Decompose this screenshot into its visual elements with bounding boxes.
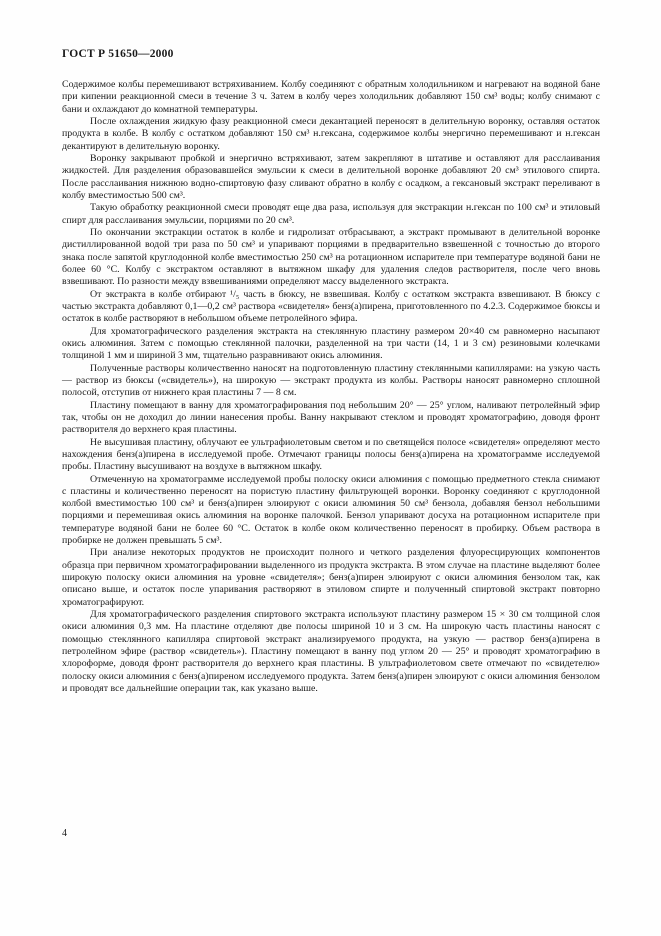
body-text — [62, 79, 600, 695]
paragraph: Для хроматографического разделения экстракта на стеклянную пластину размером 20×40 см равномерно насыпают окись алюминия. Затем с помощью стеклянной палочки, разделенной на три части (14, 1 и 3 см) резиновыми колечками толщиной 1 мм и шириной 3 мм, тщательно разравнивают окись алюминия. — [62, 325, 600, 362]
paragraph: При анализе некоторых продуктов не происходит полного и четкого разделения флуоресцирующих компонентов образца при первичном хроматографировании выделенного из продукта экстракта. В этом случае на пластине выделяют более широкую полоску окиси алюминия на уровне «свидетеля»; бенз(а)пирен элюируют с окиси алюминия бензолом так, как описано выше, и остаток после упаривания растворяют в этиловом спирте и полученный спиртовой экстракт повторно хроматографируют. — [62, 547, 600, 608]
paragraph: Содержимое колбы перемешивают встряхиванием. Колбу соединяют с обратным холодильником и нагревают на водяной бане при кипении реакционной смеси в течение 3 ч. Затем в колбу через холодильник добавляют 150 см³ воды; колбу снимают с бани и охлаждают до комнатной температуры. — [62, 79, 600, 115]
paragraph: Такую обработку реакционной смеси проводят еще два раза, используя для экстракции н.гексан по 100 см³ и этиловый спирт для расслаивания эмульсии, порциями по 20 см³. — [62, 202, 600, 226]
paragraph: Полученные растворы количественно наносят на подготовленную пластину стеклянными капиллярами: на узкую часть — раствор из бюксы («свидетель»), на широкую — экстракт продукта из колбы. Растворы наносят равномерно сплошной полосой, отступив от нижнего края пластины 7 — 8 см. — [62, 362, 600, 399]
paragraph: По окончании экстракции остаток в колбе и гидролизат отбрасывают, а экстракт промывают в делительной воронке дистиллированной водой три раза по 50 см³ и упаривают порциями в предварительно взвешенной с точностью до второго знака после запятой круглодонной колбе вместимостью 250 см³ на ротационном испарителе при температуре водяной бани не более 60 °С. Колбу с экстрактом оставляют в вытяжном шкафу для удаления следов растворителя, после чего вновь взвешивают. По разности между взвешиваниями определяют массу выделенного экстракта. — [62, 226, 600, 288]
paragraph: Не высушивая пластину, облучают ее ультрафиолетовым светом и по светящейся полосе «свидетеля» определяют место нахождения бенз(а)пирена в исследуемой пробе. Отмечают границы полосы бенз(а)пирена на хроматограмме исследуемой пробы. Пластину высушивают на воздухе в вытяжном шкафу. — [62, 436, 600, 473]
page-number: 4 — [62, 828, 67, 839]
paragraph: От экстракта в колбе отбирают ¹/₅ часть в бюксу, не взвешивая. Колбу с остатком экстракта взвешивают. В бюксу с частью экстракта добавляют 0,1—0,2 см³ раствора «свидетеля» бенз(а)пирена, приготовленного по 4.2.3. Содержимое бюксы и остаток в колбе растворяют в небольшом объеме петролейного эфира. — [62, 288, 600, 325]
paragraph: Для хроматографического разделения спиртового экстракта используют пластину размером 15 × 30 см толщиной слоя окиси алюминия 0,3 мм. На пластине отделяют две полосы шириной 10 и 3 см. На широкую часть пластины наносят с помощью стеклянного капилляра спиртовой экстракт анализируемого продукта, на узкую — раствор бенз(а)пирена в петролейном эфире (раствор «свидетель»). Пластину помещают в ванну под углом 20 — 25° и проводят хроматографию в хлороформе, доводя фронт растворителя до верхнего края пластины. В ультрафиолетовом свете отмечают по «свидетелю» полоску окиси алюминия с бенз(а)пиреном исследуемого продукта. Затем бенз(а)пирен элюируют с окиси алюминия бензолом и проводят все дальнейшие операции так, как указано выше. — [62, 609, 600, 695]
paragraph: Отмеченную на хроматограмме исследуемой пробы полоску окиси алюминия с помощью предметного стекла снимают с пластины и количественно переносят на пористую пластину фильтрующей воронки. Воронку соединяют с круглодонной колбой вместимостью 100 см³ и бенз(а)пирен элюируют с окиси алюминия 50 см³ бензола, добавляя бензол небольшими порциями и перемешивая окись алюминия на воронке палочкой. Бензол упаривают досуха на ротационном испарителе при температуре водяной бани не более 60 °С. Остаток в колбе оком количественно переносят в пробирку. Объем раствора в пробирке не должен превышать 5 см³. — [62, 473, 600, 547]
paragraph: После охлаждения жидкую фазу реакционной смеси декантацией переносят в делительную воронку, оставляя остаток продукта в колбе. В колбу с остатком добавляют 150 см³ н.гексана, содержимое колбы энергично перемешивают и н.гексан декантируют в делительную воронку. — [62, 115, 600, 152]
paragraph: Воронку закрывают пробкой и энергично встряхивают, затем закрепляют в штативе и оставляют для расслаивания жидкостей. Для разделения образовавшейся эмульсии к смеси в делительной воронке добавляют 20 см³ этилового спирта. После расслаивания нижнюю водно-спиртовую фазу сливают обратно в колбу с осадком, а гексановый экстракт переливают в колбу вместимостью 500 см³. — [62, 152, 600, 201]
paragraph: Пластину помещают в ванну для хроматографирования под небольшим 20° — 25° углом, наливают петролейный эфир так, чтобы он не доходил до линии нанесения пробы. Ванну накрывают стеклом и проводят хроматографию, доводя фронт растворителя до верхнего края пластины. — [62, 399, 600, 436]
standard-header: ГОСТ Р 51650—2000 — [62, 48, 174, 60]
